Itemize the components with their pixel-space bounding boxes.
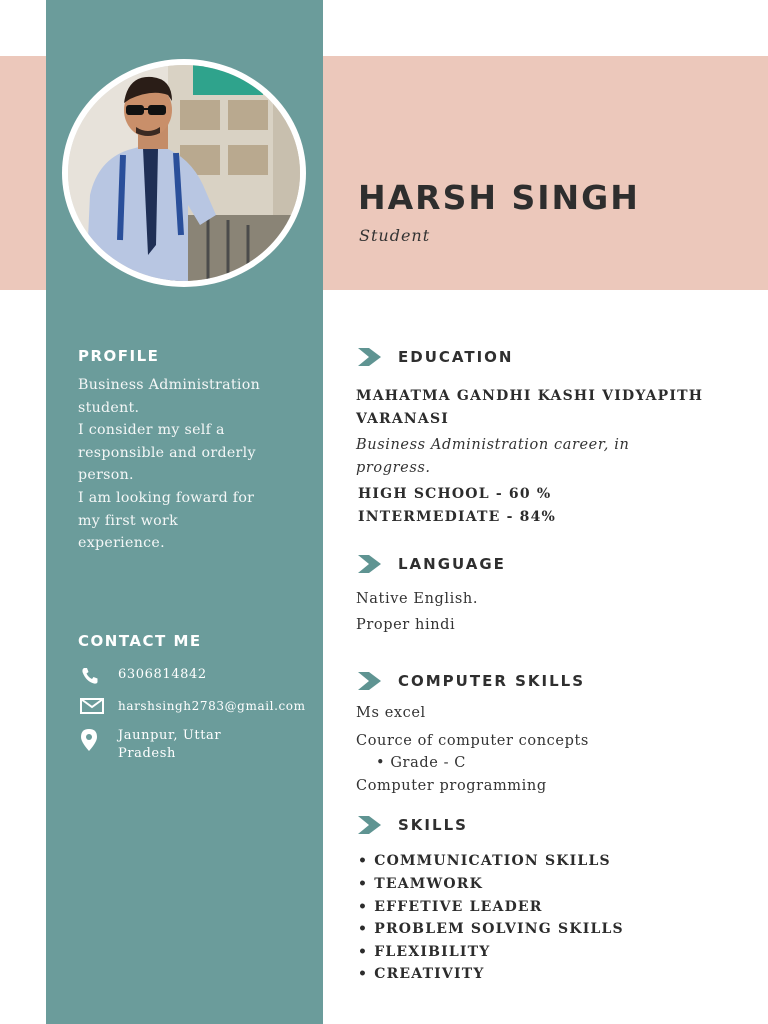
profile-line: I consider my self a: [78, 422, 225, 439]
chevron-arrow-icon: [358, 347, 382, 367]
profile-photo-image: [68, 65, 300, 281]
phone-icon: [80, 666, 108, 685]
skill-item: • COMMUNICATION SKILLS: [358, 853, 611, 869]
skills-section-header: [358, 815, 468, 835]
profile-line: student.: [78, 399, 140, 416]
language-heading: LANGUAGE: [398, 555, 506, 573]
profile-photo: [62, 59, 306, 287]
language-item: Native English.: [356, 591, 479, 607]
contact-email-row[interactable]: [80, 697, 306, 715]
phone-number[interactable]: 6306814842: [118, 667, 207, 682]
chevron-arrow-icon: [358, 815, 382, 835]
institution-line: MAHATMA GANDHI KASHI VIDYAPITH: [356, 388, 704, 404]
profile-line: experience.: [78, 535, 165, 552]
profile-heading: PROFILE: [78, 347, 160, 365]
institution-line: VARANASI: [356, 411, 450, 427]
education-section-header: [358, 347, 513, 367]
chevron-arrow-icon: [358, 671, 382, 691]
computer-skills-heading: COMPUTER SKILLS: [398, 672, 586, 690]
location-line: Jaunpur, Uttar: [118, 728, 222, 743]
location-pin-icon: [80, 727, 108, 752]
full-name: HARSH SINGH: [358, 178, 640, 217]
high-school-score: HIGH SCHOOL - 60 %: [358, 486, 552, 502]
computer-skill-item: Cource of computer concepts: [356, 733, 589, 749]
profile-line: person.: [78, 467, 134, 484]
language-section-header: [358, 554, 506, 574]
profile-line: Business Administration: [78, 377, 261, 393]
computer-skills-section-header: [358, 671, 585, 691]
education-heading: EDUCATION: [398, 348, 514, 366]
contact-location-row: [80, 727, 221, 763]
chevron-arrow-icon: [358, 554, 382, 574]
profile-line: I am looking foward for: [78, 489, 255, 506]
role-title: Student: [359, 226, 431, 245]
career-line: progress.: [356, 460, 431, 476]
career-line: Business Administration career, in: [356, 437, 630, 453]
location-line: Pradesh: [118, 746, 176, 761]
mail-icon: [80, 697, 108, 714]
computer-skill-item: Ms excel: [356, 705, 426, 721]
contact-phone-row[interactable]: [80, 666, 207, 685]
profile-line: responsible and orderly: [78, 444, 256, 461]
language-item: Proper hindi: [356, 617, 456, 633]
intermediate-score: INTERMEDIATE - 84%: [358, 509, 557, 525]
skill-item: • PROBLEM SOLVING SKILLS: [358, 921, 624, 937]
contact-heading: CONTACT ME: [78, 632, 202, 650]
location: [118, 727, 221, 763]
skill-item: • EFFETIVE LEADER: [358, 899, 543, 915]
skill-item: • FLEXIBILITY: [358, 944, 491, 960]
profile-text: [78, 374, 293, 555]
computer-skill-item: Computer programming: [356, 778, 547, 794]
computer-skill-subitem: • Grade - C: [376, 755, 466, 771]
skill-item: • CREATIVITY: [358, 966, 485, 982]
skills-heading: SKILLS: [398, 816, 468, 834]
email-address[interactable]: harshsingh2783@gmail.com: [118, 699, 306, 713]
skill-item: • TEAMWORK: [358, 876, 483, 892]
profile-line: my first work: [78, 512, 179, 529]
